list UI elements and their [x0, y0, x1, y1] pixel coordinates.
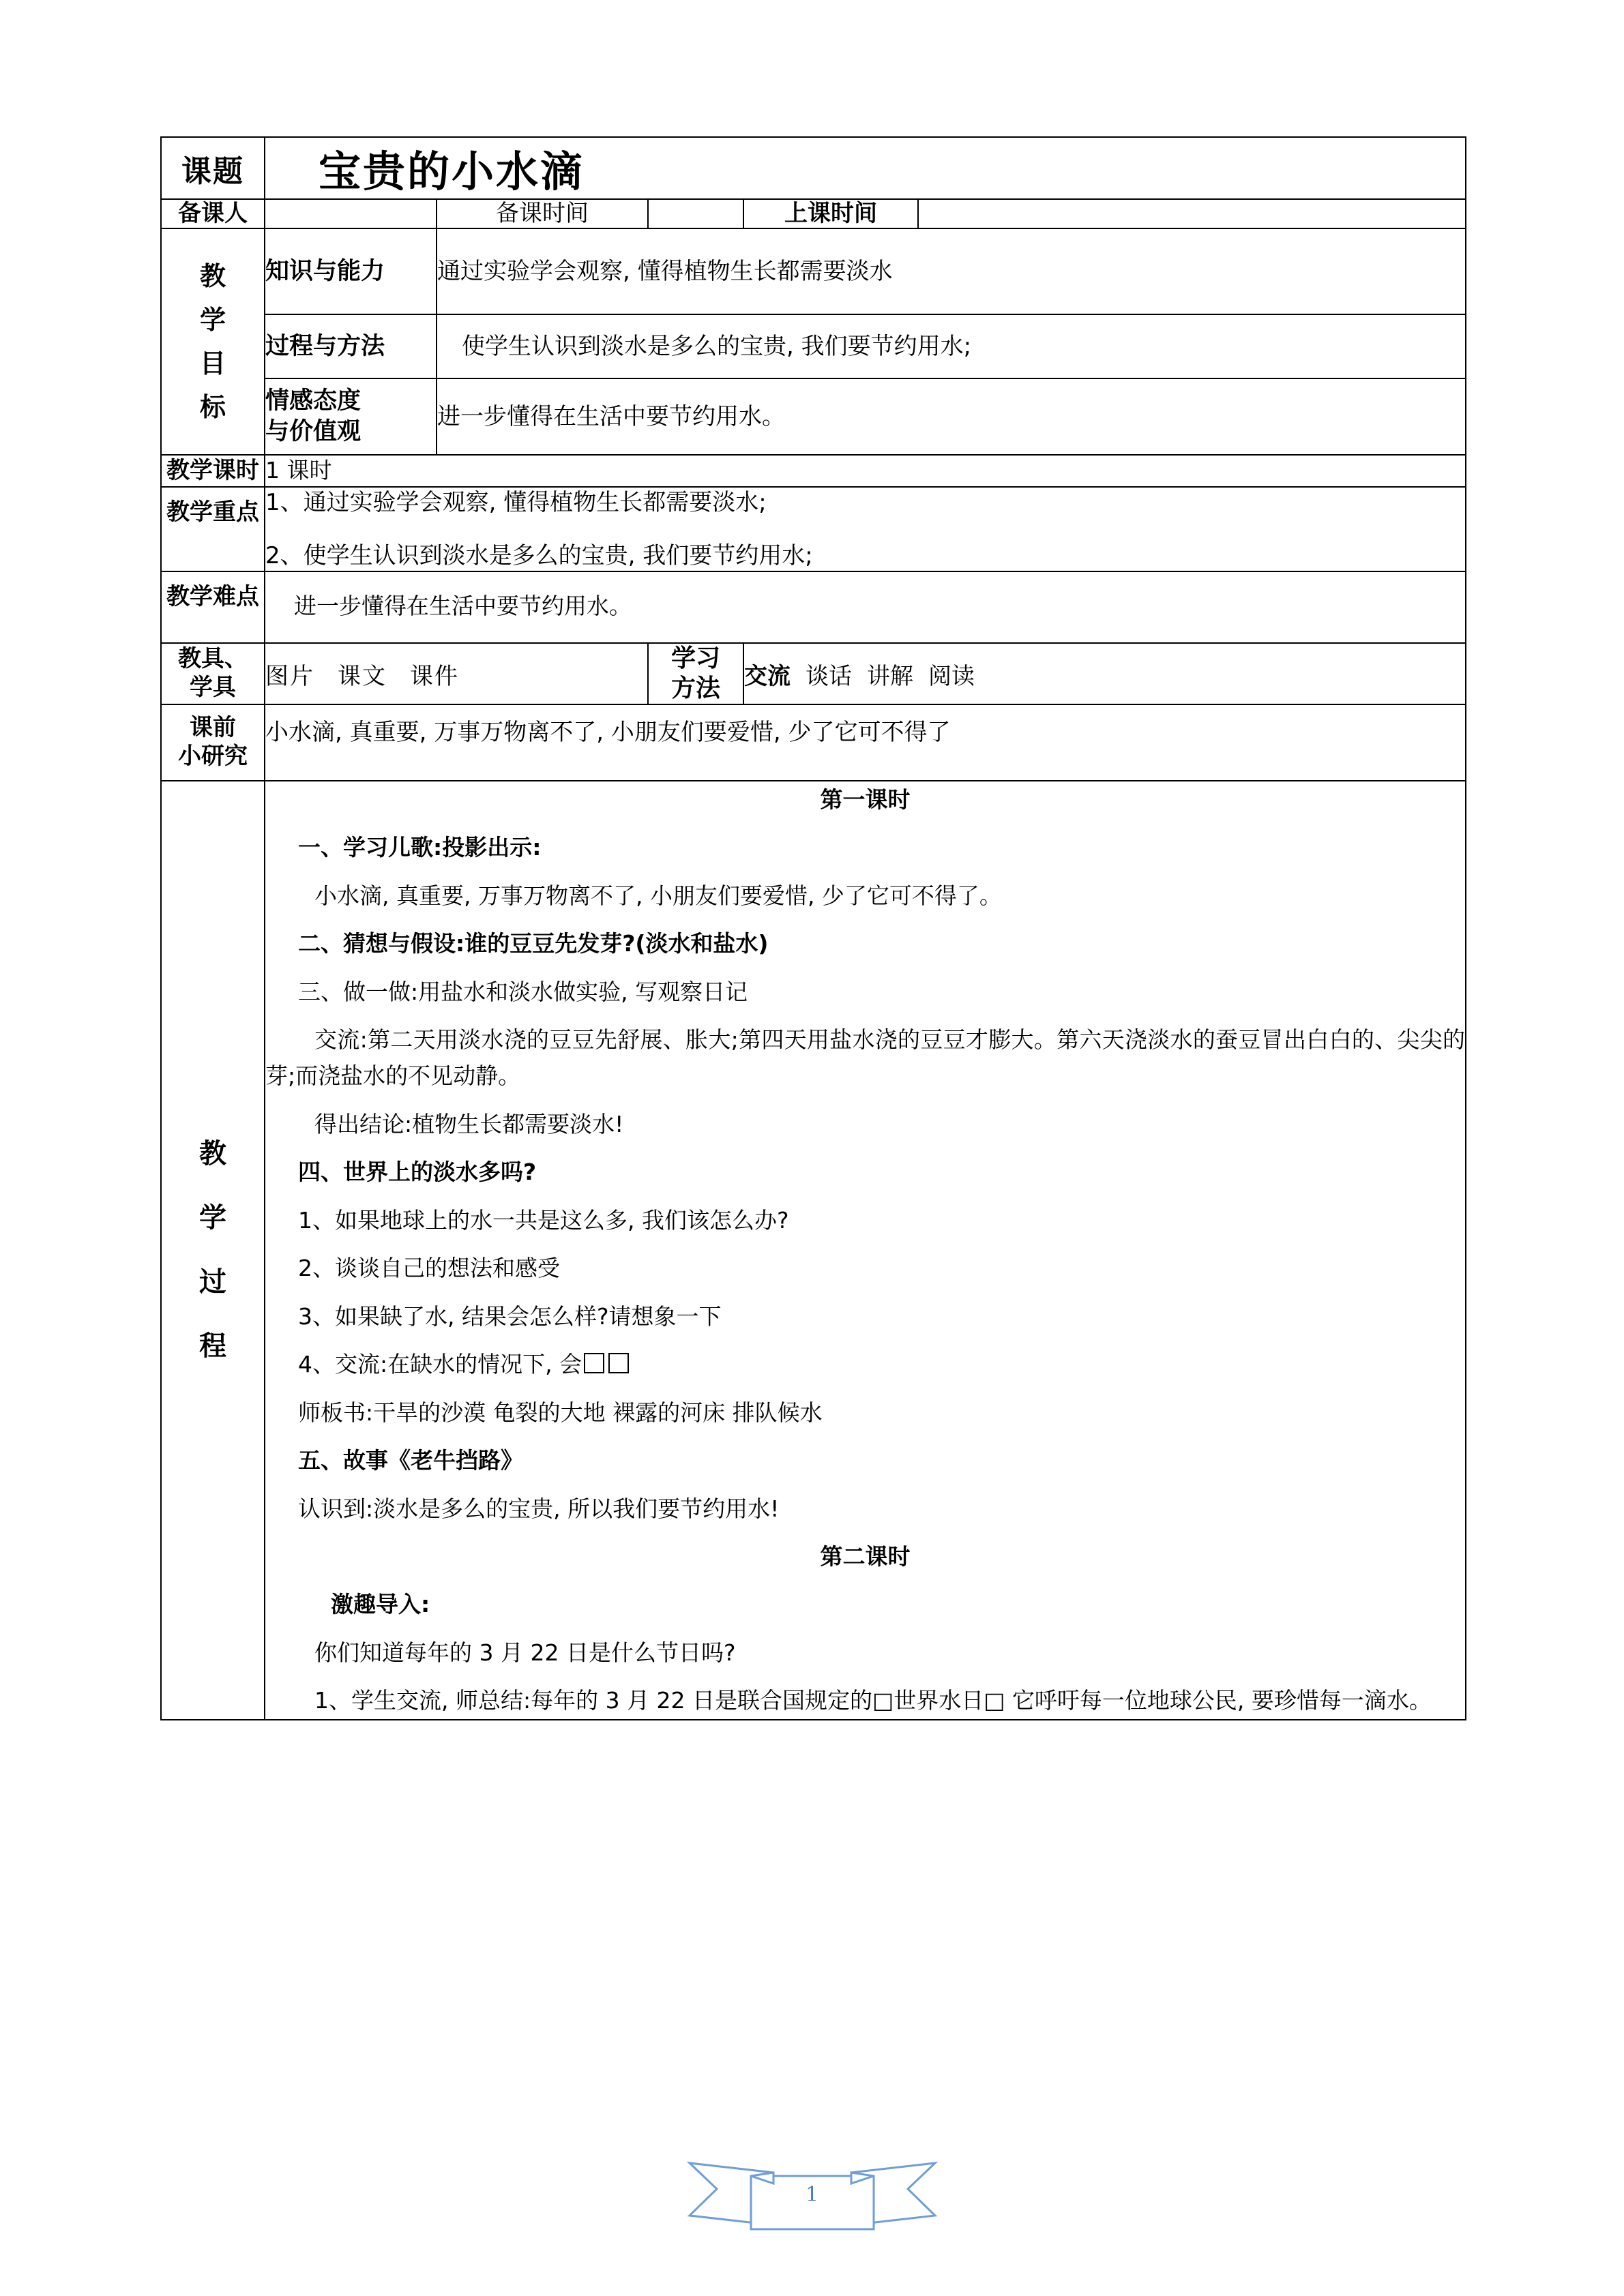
table-row-objective-knowledge: [161, 228, 1466, 314]
tool-item: 图片: [265, 662, 314, 690]
preparer-label: 备课人: [161, 199, 265, 228]
class-time-value[interactable]: [918, 199, 1466, 228]
topic-title-text: 宝贵的小水滴: [319, 147, 585, 196]
prestudy-label-line2: 小研究: [178, 742, 248, 770]
methods-label: [648, 643, 743, 704]
difficulties-label: 教学难点: [161, 571, 265, 643]
class-time-label: 上课时间: [743, 199, 918, 228]
table-row-meta: [161, 199, 1466, 228]
table-row-key-points: [161, 487, 1466, 571]
table-row-difficulties: [161, 571, 1466, 643]
process-line-q3: 3、如果缺了水, 结果会怎么样?请想象一下: [298, 1302, 722, 1330]
process-line-section2: 二、猜想与假设:谁的豆豆先发芽?(淡水和盐水): [298, 930, 769, 957]
process-line-section3: 三、做一做:用盐水和淡水做实验, 写观察日记: [298, 978, 748, 1005]
process-line-exchange: 交流:第二天用淡水浇的豆豆先舒展、胀大;第四天用盐水浇的豆豆才膨大。第六天浇淡水的蚕豆冒出白白的、尖尖的芽;而浇盐水的不见动静。: [265, 1026, 1466, 1090]
preparer-value[interactable]: [265, 199, 437, 228]
method-item: 阅读: [928, 662, 975, 690]
process-line-rhyme: 小水滴, 真重要, 万事万物离不了, 小朋友们要爱惜, 少了它可不得了。: [314, 882, 1002, 909]
process-side-label-char-2: 过: [199, 1266, 226, 1298]
objectives-side-label-char-3: 标: [199, 392, 226, 423]
process-line-period1-title: 第一课时: [820, 786, 911, 813]
tools-label-line2: 学具: [190, 673, 236, 701]
ribbon-banner-icon: [662, 2145, 962, 2240]
tools-label: [161, 643, 265, 704]
table-row-process: [161, 781, 1466, 1720]
empty-box-icon: [608, 1353, 629, 1373]
difficulties-value: 进一步懂得在生活中要节约用水。: [265, 571, 1466, 643]
process-line-section1: 一、学习儿歌:投影出示:: [298, 834, 542, 861]
process-line-intro: 激趣导入:: [331, 1591, 430, 1618]
table-row-periods: [161, 455, 1466, 487]
objective-attitude-label: [265, 378, 437, 455]
method-item: 谈话: [806, 662, 852, 690]
periods-label: 教学课时: [161, 455, 265, 487]
methods-value: [743, 643, 1466, 704]
objective-attitude-label-line2: 与价值观: [265, 418, 361, 446]
table-row-objective-attitude: [161, 378, 1466, 455]
objectives-side-label-char-0: 教: [199, 261, 226, 292]
objective-knowledge-label: 知识与能力: [265, 228, 437, 314]
table-row-tools: [161, 643, 1466, 704]
prestudy-label-line1: 课前: [190, 714, 236, 742]
objectives-side-label: [161, 228, 265, 455]
process-line-period2-title: 第二课时: [820, 1543, 911, 1570]
process-line-q2: 2、谈谈自己的想法和感受: [298, 1255, 560, 1282]
process-line-conclusion: 得出结论:植物生长都需要淡水!: [314, 1110, 624, 1137]
topic-value-cell: [265, 137, 1466, 199]
key-points-label: 教学重点: [161, 487, 265, 571]
table-row-topic: [161, 137, 1466, 199]
process-line-blackboard: 师板书:干旱的沙漠 龟裂的大地 裸露的河床 排队候水: [298, 1399, 823, 1426]
methods-label-line1: 学习: [670, 644, 720, 672]
process-line-realization: 认识到:淡水是多么的宝贵, 所以我们要节约用水!: [298, 1495, 780, 1522]
prep-time-value[interactable]: [648, 199, 743, 228]
key-point-item: 2、使学生认识到淡水是多么的宝贵, 我们要节约用水;: [265, 542, 813, 570]
key-point-item: 1、通过实验学会观察, 懂得植物生长都需要淡水;: [265, 489, 767, 517]
process-line-summary: 1、学生交流, 师总结:每年的 3 月 22 日是联合国规定的□世界水日□ 它呼吁每一位地球公民, 要珍惜每一滴水。: [314, 1687, 1432, 1714]
page-footer: [0, 2145, 1624, 2247]
process-side-label-char-3: 程: [199, 1330, 226, 1362]
objective-process-label: 过程与方法: [265, 314, 437, 378]
prep-time-label: 备课时间: [437, 199, 648, 228]
objective-knowledge-value: 通过实验学会观察, 懂得植物生长都需要淡水: [437, 228, 1466, 314]
objective-attitude-label-line1: 情感态度: [265, 387, 361, 415]
process-side-label-char-1: 学: [199, 1202, 226, 1234]
tool-item: 课文: [338, 662, 387, 690]
tool-item: 课件: [410, 662, 459, 690]
method-item: 交流: [744, 662, 791, 690]
objectives-side-label-char-1: 学: [199, 305, 226, 336]
page-number: 1: [805, 2183, 819, 2207]
lesson-plan-table: [160, 136, 1466, 1720]
process-line-q1: 1、如果地球上的水一共是这么多, 我们该怎么办?: [298, 1206, 789, 1234]
process-content: [265, 781, 1466, 1720]
table-row-prestudy: [161, 704, 1466, 781]
process-line-question-date: 你们知道每年的 3 月 22 日是什么节日吗?: [314, 1639, 736, 1666]
objective-attitude-value: 进一步懂得在生活中要节约用水。: [437, 378, 1466, 455]
tools-value: [265, 643, 648, 704]
topic-label: 课题: [161, 137, 265, 199]
table-row-objective-process: [161, 314, 1466, 378]
methods-label-line2: 方法: [670, 674, 720, 702]
objective-process-value: 使学生认识到淡水是多么的宝贵, 我们要节约用水;: [437, 314, 1466, 378]
tools-label-line1: 教具、: [178, 645, 248, 673]
prestudy-label: [161, 704, 265, 781]
key-points-value: [265, 487, 1466, 571]
objectives-side-label-char-2: 目: [199, 348, 226, 379]
empty-box-icon: [584, 1353, 604, 1373]
process-line-section4: 四、世界上的淡水多吗?: [298, 1159, 537, 1186]
process-side-label-char-0: 教: [199, 1138, 226, 1170]
periods-value: 1 课时: [265, 455, 1466, 487]
process-line-q4: [265, 1346, 1465, 1382]
process-line-q4-text: 4、交流:在缺水的情况下, 会: [298, 1351, 582, 1378]
method-item: 讲解: [867, 662, 913, 690]
prestudy-value: 小水滴, 真重要, 万事万物离不了, 小朋友们要爱惜, 少了它可不得了: [265, 704, 1466, 781]
process-line-section5: 五、故事《老牛挡路》: [298, 1447, 523, 1474]
process-side-label: [161, 781, 265, 1720]
